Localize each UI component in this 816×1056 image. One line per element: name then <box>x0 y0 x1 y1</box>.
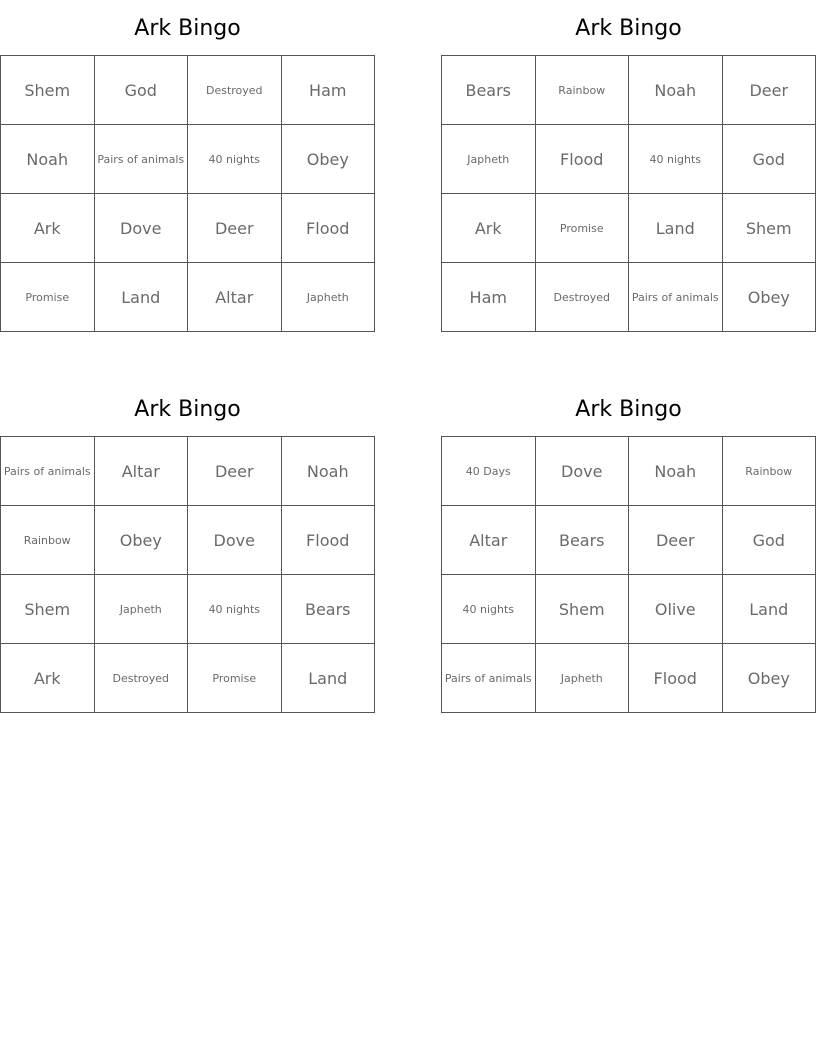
bingo-cell: Rainbow <box>535 56 629 125</box>
bingo-card-2 <box>441 0 816 332</box>
bingo-cell: Flood <box>281 194 375 263</box>
bingo-cell: Pairs of animals <box>442 644 536 713</box>
bingo-cell: Noah <box>629 437 723 506</box>
grid-row <box>442 125 816 194</box>
bingo-cell: Noah <box>281 437 375 506</box>
card-title: Ark Bingo <box>575 397 682 422</box>
bingo-cell: Deer <box>722 56 816 125</box>
bingo-cell: Flood <box>629 644 723 713</box>
bingo-cell: Land <box>629 194 723 263</box>
bingo-grid <box>441 436 816 713</box>
bingo-cell: Land <box>281 644 375 713</box>
bingo-cell: Land <box>722 575 816 644</box>
bingo-cell: Deer <box>188 437 282 506</box>
bingo-cell: Promise <box>535 194 629 263</box>
bingo-cell: Ham <box>281 56 375 125</box>
card-title: Ark Bingo <box>134 397 241 422</box>
bingo-cell: Shem <box>1 575 95 644</box>
bingo-cell: Promise <box>1 263 95 332</box>
bingo-cell: 40 nights <box>188 575 282 644</box>
bingo-cell: Flood <box>535 125 629 194</box>
bingo-cell: Shem <box>535 575 629 644</box>
grid-row <box>442 56 816 125</box>
bingo-cell: Obey <box>722 644 816 713</box>
bingo-cell: Pairs of animals <box>1 437 95 506</box>
bingo-cell: Bears <box>535 506 629 575</box>
card-title: Ark Bingo <box>134 16 241 41</box>
bingo-cell: 40 nights <box>629 125 723 194</box>
grid-row <box>1 644 375 713</box>
bingo-cell: Shem <box>722 194 816 263</box>
bingo-cell: Deer <box>629 506 723 575</box>
bingo-cell: Deer <box>188 194 282 263</box>
bingo-cell: Ark <box>1 194 95 263</box>
bingo-cell: Bears <box>281 575 375 644</box>
bingo-cell: Land <box>94 263 188 332</box>
bingo-cell: Noah <box>629 56 723 125</box>
bingo-cell: Dove <box>94 194 188 263</box>
grid-row <box>1 506 375 575</box>
bingo-cell: Dove <box>188 506 282 575</box>
bingo-cell: Japheth <box>281 263 375 332</box>
bingo-cell: Destroyed <box>94 644 188 713</box>
bingo-cell: Rainbow <box>1 506 95 575</box>
bingo-cell: 40 Days <box>442 437 536 506</box>
grid-row <box>1 56 375 125</box>
bingo-grid <box>441 55 816 332</box>
grid-row <box>442 263 816 332</box>
bingo-cell: God <box>722 125 816 194</box>
grid-row <box>442 575 816 644</box>
bingo-cell: Shem <box>1 56 95 125</box>
bingo-cell: Ark <box>1 644 95 713</box>
bingo-cell: Japheth <box>442 125 536 194</box>
card-title: Ark Bingo <box>575 16 682 41</box>
grid-row <box>1 263 375 332</box>
bingo-cell: God <box>722 506 816 575</box>
bingo-cell: Rainbow <box>722 437 816 506</box>
bingo-cell: Japheth <box>535 644 629 713</box>
bingo-cell: Flood <box>281 506 375 575</box>
grid-row <box>1 194 375 263</box>
grid-row <box>442 644 816 713</box>
bingo-cell: 40 nights <box>188 125 282 194</box>
bingo-cell: 40 nights <box>442 575 536 644</box>
bingo-cell: Dove <box>535 437 629 506</box>
bingo-cell: God <box>94 56 188 125</box>
bingo-cell: Destroyed <box>535 263 629 332</box>
bingo-cell: Ark <box>442 194 536 263</box>
grid-row <box>442 506 816 575</box>
grid-row <box>1 437 375 506</box>
bingo-card-4 <box>441 381 816 713</box>
bingo-cell: Destroyed <box>188 56 282 125</box>
bingo-cell: Altar <box>188 263 282 332</box>
bingo-cell: Pairs of animals <box>629 263 723 332</box>
bingo-cell: Ham <box>442 263 536 332</box>
bingo-cell: Pairs of animals <box>94 125 188 194</box>
bingo-cell: Obey <box>281 125 375 194</box>
bingo-card-3 <box>0 381 375 713</box>
bingo-cell: Olive <box>629 575 723 644</box>
bingo-cell: Obey <box>722 263 816 332</box>
bingo-card-1 <box>0 0 375 332</box>
bingo-grid <box>0 436 375 713</box>
bingo-cell: Altar <box>442 506 536 575</box>
bingo-grid <box>0 55 375 332</box>
bingo-cell: Obey <box>94 506 188 575</box>
grid-row <box>442 437 816 506</box>
grid-row <box>442 194 816 263</box>
bingo-cell: Japheth <box>94 575 188 644</box>
bingo-cell: Promise <box>188 644 282 713</box>
bingo-cell: Altar <box>94 437 188 506</box>
bingo-cell: Bears <box>442 56 536 125</box>
grid-row <box>1 575 375 644</box>
grid-row <box>1 125 375 194</box>
bingo-cell: Noah <box>1 125 95 194</box>
